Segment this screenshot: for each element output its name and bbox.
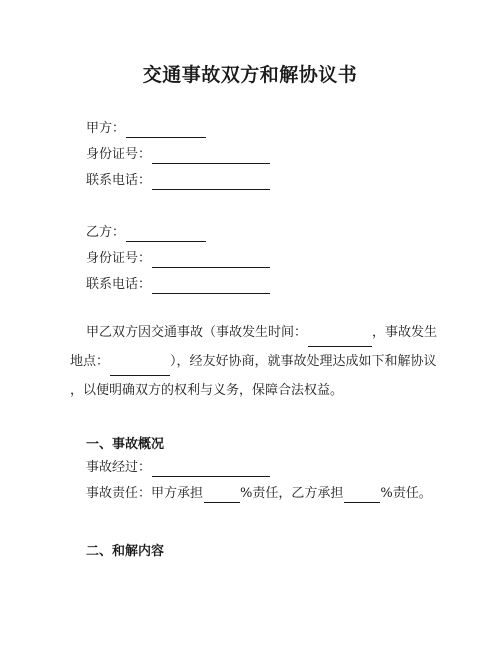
document-title: 交通事故双方和解协议书 [142,64,358,86]
intro-text-3: 地点： [70,354,110,369]
party-b-name-label: 乙方： [86,225,126,240]
accident-process-line [86,459,270,477]
liability-mid: %责任，乙方承担 [240,486,344,501]
intro-paragraph [70,318,470,405]
party-b-liability-blank[interactable] [344,488,380,503]
accident-time-blank[interactable] [308,332,372,347]
party-b-phone-label: 联系电话： [86,277,152,292]
party-a-id-label: 身份证号： [86,147,152,162]
intro-row-2 [70,347,470,376]
party-a-id-blank[interactable] [152,149,270,164]
party-a-name-blank[interactable] [126,123,206,138]
party-a-phone-blank[interactable] [152,175,270,190]
party-a-id-line [86,146,270,164]
accident-place-blank[interactable] [110,361,170,376]
accident-process-label: 事故经过： [86,460,152,475]
intro-text-1: 甲乙双方因交通事故（事故发生时间： [86,325,308,340]
party-b-name-blank[interactable] [126,227,206,242]
party-a-phone-label: 联系电话： [86,173,152,188]
accident-process-blank[interactable] [152,462,270,477]
party-a-name-line [86,120,206,138]
party-b-phone-blank[interactable] [152,279,270,294]
intro-row-3 [70,376,470,405]
intro-text-4: ），经友好协商，就事故处理达成如下和解协议 [170,354,437,369]
liability-suffix: %责任。 [380,486,432,501]
intro-text-5: ，以便明确双方的权利与义务，保障合法权益。 [70,383,344,398]
intro-row-1 [70,318,470,347]
party-a-liability-blank[interactable] [204,488,240,503]
section-1-heading: 一、事故概况 [86,437,165,452]
liability-prefix: 事故责任：甲方承担 [86,486,204,501]
party-b-id-label: 身份证号： [86,251,152,266]
party-b-id-blank[interactable] [152,253,270,268]
intro-text-2: ，事故发生 [372,325,438,340]
party-b-id-line [86,250,270,268]
liability-line [86,485,432,503]
party-a-name-label: 甲方： [86,121,126,136]
party-b-name-line [86,224,206,242]
section-2-heading: 二、和解内容 [86,544,165,559]
party-a-phone-line [86,172,270,190]
party-b-phone-line [86,276,270,294]
